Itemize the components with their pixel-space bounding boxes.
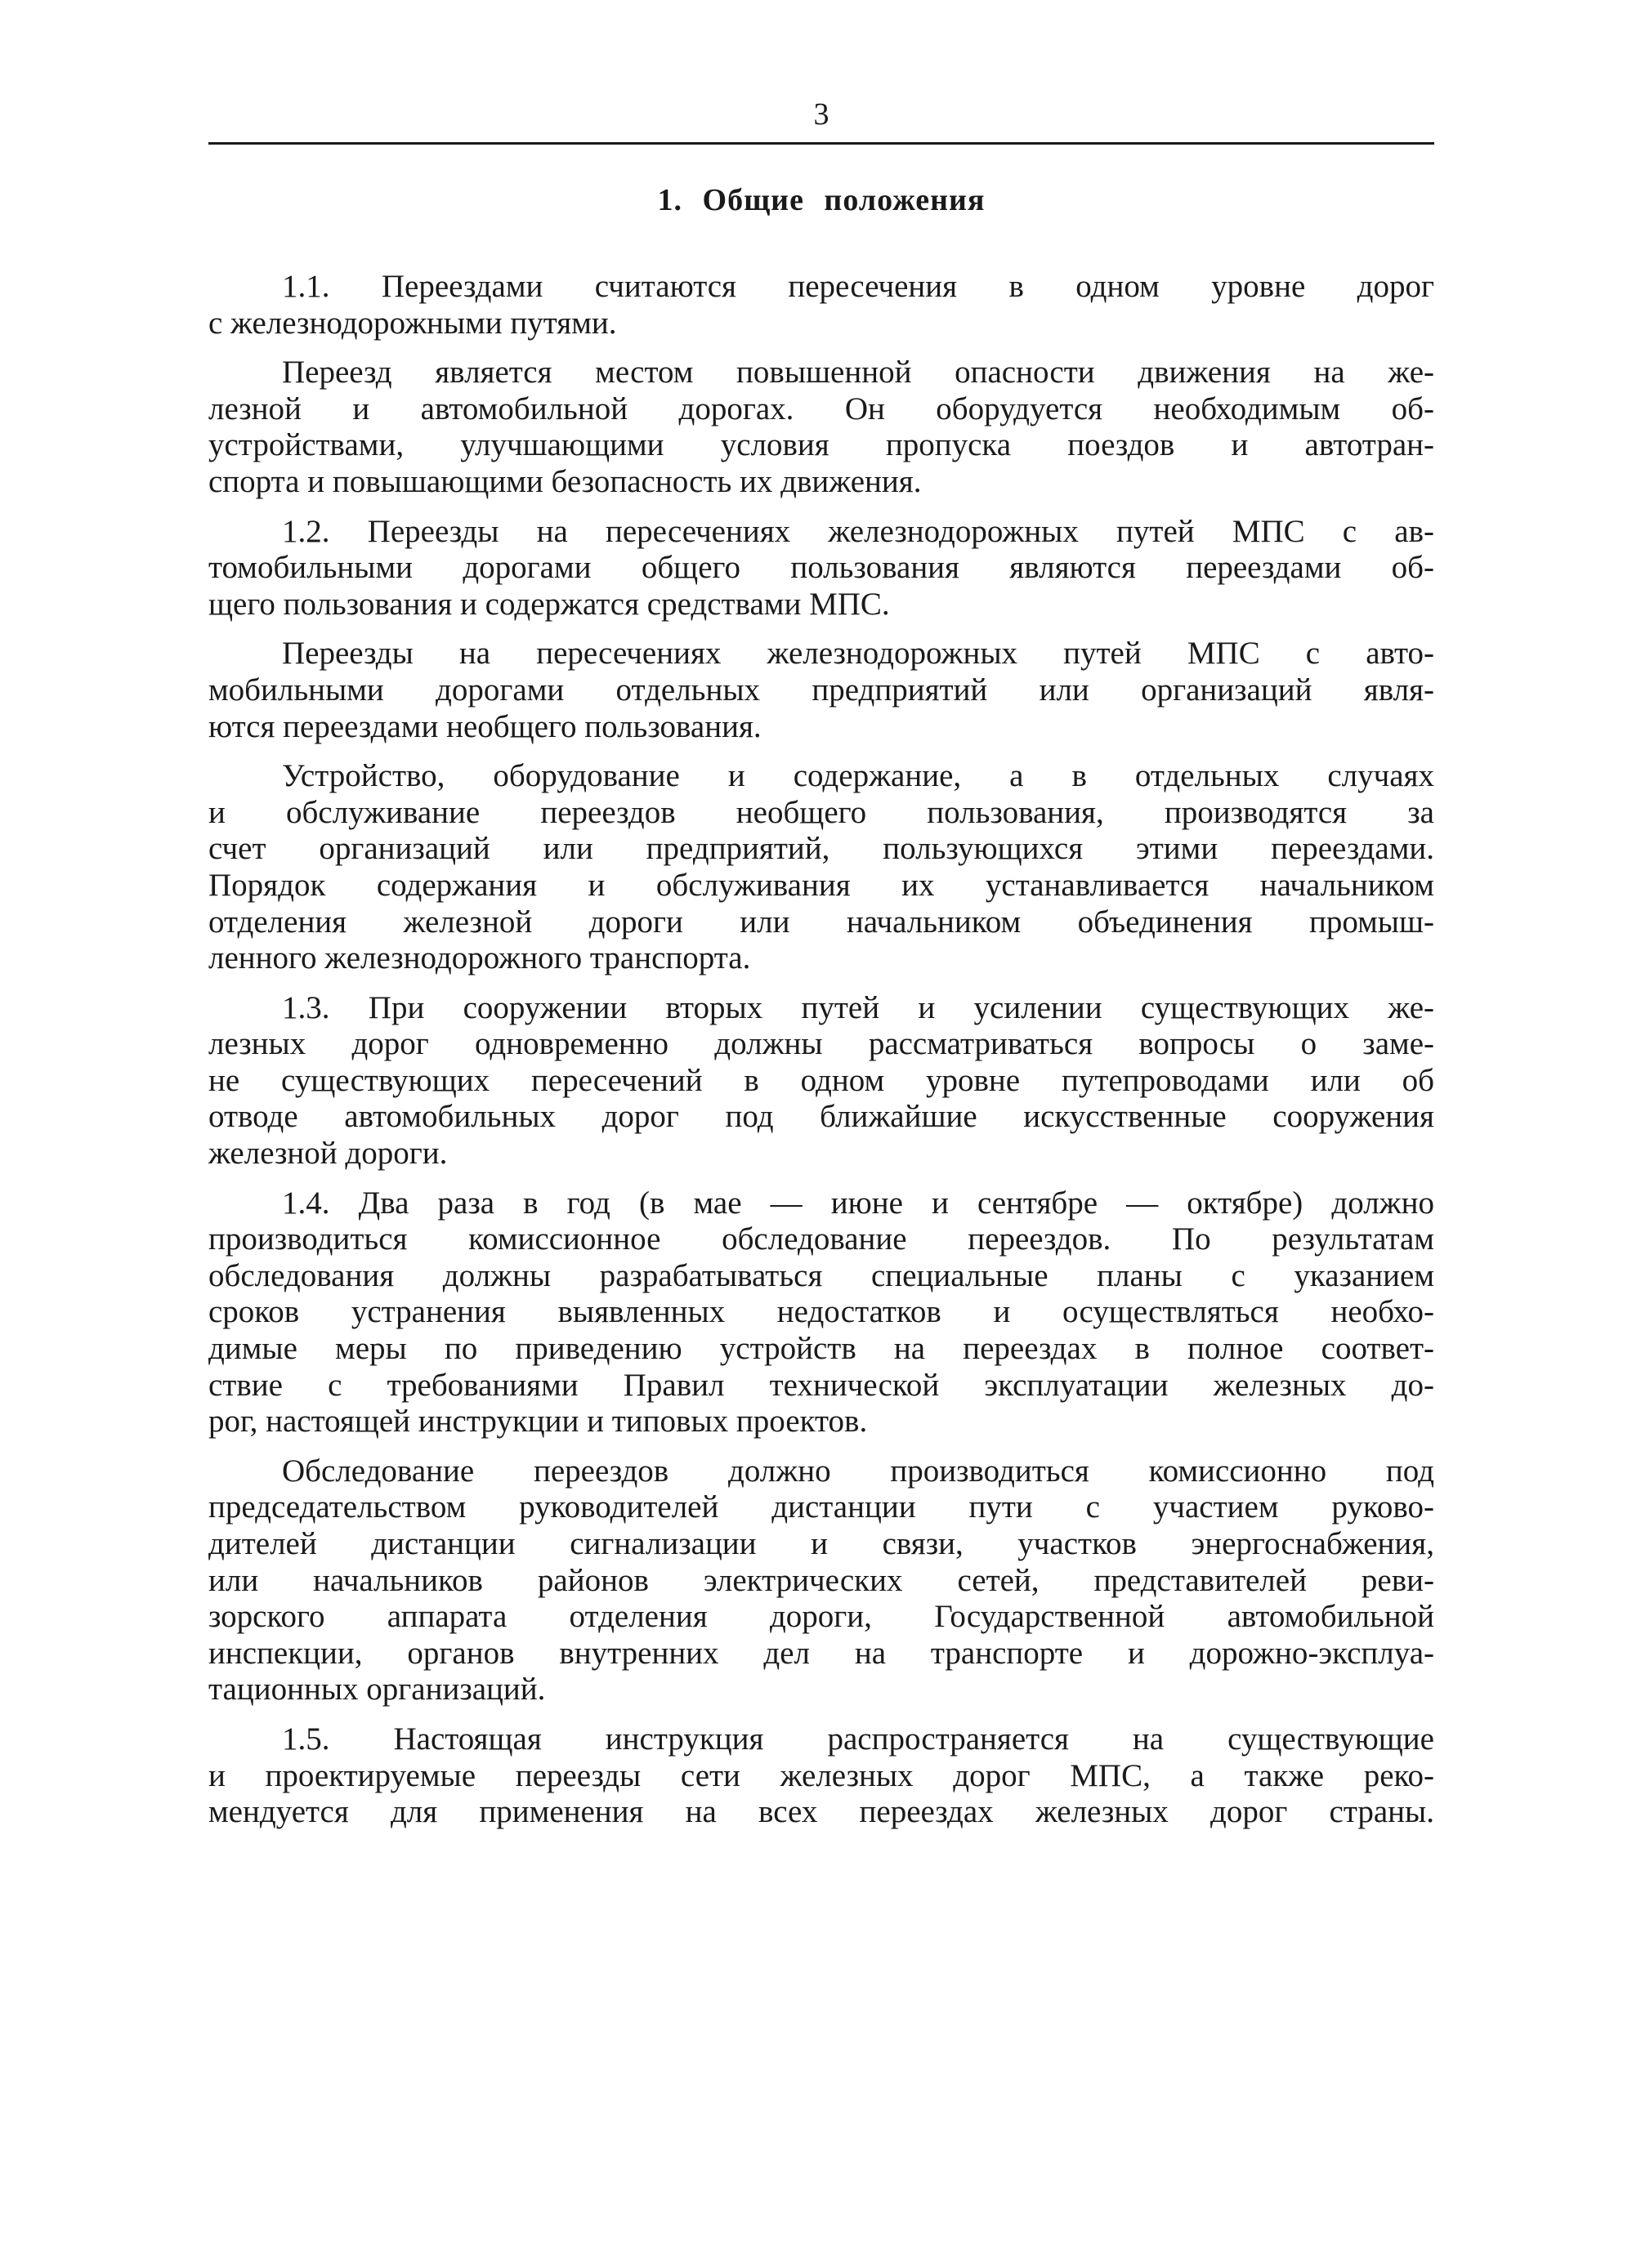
paragraph bbox=[208, 636, 1434, 745]
text-line: тационных организаций. bbox=[208, 1672, 546, 1708]
header-rule bbox=[208, 142, 1434, 145]
text-line: отделения железной дороги или начальником объединения промыш- bbox=[208, 904, 1434, 940]
text-line: 1.4. Два раза в год (в мае — июне и сентябре — октябре) должно bbox=[282, 1185, 1434, 1221]
text-line: димые меры по приведению устройств на переездах в полное соответ- bbox=[208, 1331, 1434, 1367]
text-line: Устройство, оборудование и содержание, а в отдельных случаях bbox=[282, 758, 1434, 794]
body-text bbox=[208, 269, 1434, 1831]
paragraph bbox=[208, 1185, 1434, 1440]
text-line: председательством руководителей дистанции пути с участием руково- bbox=[208, 1489, 1434, 1525]
text-line: 1.1. Переездами считаются пересечения в одном уровне дорог bbox=[282, 269, 1434, 304]
text-line: и проектируемые переезды сети железных дорог МПС, а также реко- bbox=[208, 1757, 1434, 1793]
text-line: сроков устранения выявленных недостатков и осуществляться необхо- bbox=[208, 1294, 1434, 1330]
paragraph bbox=[208, 514, 1434, 623]
text-line: мендуется для применения на всех переездах железных дорог страны. bbox=[208, 1794, 1434, 1830]
paragraph bbox=[208, 1453, 1434, 1708]
text-line: производиться комиссионное обследование переездов. По результатам bbox=[208, 1221, 1434, 1257]
text-line: и обслуживание переездов необщего пользования, производятся за bbox=[208, 794, 1434, 830]
text-line: ствие с требованиями Правил технической эксплуатации железных до- bbox=[208, 1367, 1434, 1403]
text-line: или начальников районов электрических сетей, представителей реви- bbox=[208, 1562, 1434, 1598]
text-line: железной дороги. bbox=[208, 1136, 448, 1172]
text-line: не существующих пересечений в одном уровне путепроводами или об bbox=[208, 1062, 1434, 1098]
text-line: щего пользования и содержатся средствами МПС. bbox=[208, 586, 890, 622]
text-line: томобильными дорогами общего пользования являются переездами об- bbox=[208, 550, 1434, 586]
page-number: 3 bbox=[813, 97, 829, 132]
text-line: мобильными дорогами отдельных предприятий или организаций явля- bbox=[208, 672, 1434, 708]
paragraph bbox=[208, 1721, 1434, 1831]
document-page bbox=[208, 98, 1434, 1844]
text-line: дителей дистанции сигнализации и связи, участков энергоснабжения, bbox=[208, 1526, 1434, 1561]
text-line: рог, настоящей инструкции и типовых проектов. bbox=[208, 1404, 868, 1440]
paragraph bbox=[208, 758, 1434, 977]
text-line: Обследование переездов должно производиться комиссионно под bbox=[282, 1453, 1434, 1489]
text-line: отводе автомобильных дорог под ближайшие искусственные сооружения bbox=[208, 1099, 1434, 1135]
text-line: с железнодорожными путями. bbox=[208, 305, 617, 341]
text-line: лезной и автомобильной дорогах. Он оборудуется необходимым об- bbox=[208, 391, 1434, 426]
text-line: инспекции, органов внутренних дел на транспорте и дорожно-эксплуа- bbox=[208, 1635, 1434, 1671]
text-line: 1.2. Переезды на пересечениях железнодорожных путей МПС с ав- bbox=[282, 513, 1434, 549]
text-line: устройствами, улучшающими условия пропуска поездов и автотран- bbox=[208, 427, 1434, 463]
text-line: счет организаций или предприятий, пользующихся этими переездами. bbox=[208, 831, 1434, 867]
text-line: 1.3. При сооружении вторых путей и усилении существующих же- bbox=[282, 989, 1434, 1025]
text-line: 1.5. Настоящая инструкция распространяется на существующие bbox=[282, 1721, 1434, 1757]
text-line: ются переездами необщего пользования. bbox=[208, 708, 762, 744]
text-line: обследования должны разрабатываться специальные планы с указанием bbox=[208, 1257, 1434, 1293]
text-line: Порядок содержания и обслуживания их устанавливается начальником bbox=[208, 867, 1434, 903]
text-line: спорта и повышающими безопасность их движения. bbox=[208, 463, 922, 499]
paragraph bbox=[208, 269, 1434, 342]
text-line: ленного железнодорожного транспорта. bbox=[208, 940, 751, 976]
section-title: 1. Общие положения bbox=[657, 183, 986, 217]
text-line: лезных дорог одновременно должны рассматриваться вопросы о заме- bbox=[208, 1026, 1434, 1062]
paragraph bbox=[208, 355, 1434, 500]
paragraph bbox=[208, 990, 1434, 1172]
text-line: Переезд является местом повышенной опасности движения на же- bbox=[282, 355, 1434, 391]
text-line: Переезды на пересечениях железнодорожных путей МПС с авто- bbox=[282, 636, 1434, 672]
text-line: зорского аппарата отделения дороги, Государственной автомобильной bbox=[208, 1599, 1434, 1635]
